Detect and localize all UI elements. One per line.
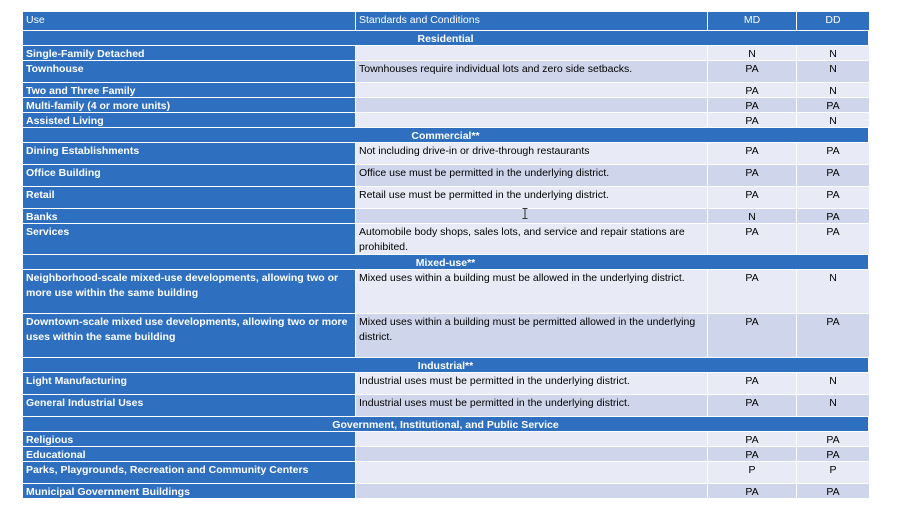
- cell-md[interactable]: N: [708, 209, 797, 223]
- cell-use[interactable]: Multi-family (4 or more units): [23, 98, 356, 112]
- table-row: [23, 270, 869, 314]
- cell-md[interactable]: PA: [708, 187, 797, 208]
- column-header-dd[interactable]: DD: [797, 12, 869, 30]
- text-cursor-icon: [522, 208, 528, 219]
- cell-dd[interactable]: PA: [797, 447, 869, 461]
- cell-md[interactable]: PA: [708, 447, 797, 461]
- cell-dd[interactable]: N: [797, 46, 869, 60]
- table-row: [23, 83, 869, 98]
- cell-use[interactable]: Townhouse: [23, 61, 356, 82]
- cell-use[interactable]: Municipal Government Buildings: [23, 484, 356, 498]
- table-body: [23, 31, 869, 499]
- table-row: [23, 314, 869, 358]
- cell-md[interactable]: PA: [708, 61, 797, 82]
- table-row: [23, 462, 869, 484]
- table-row: [23, 224, 869, 255]
- cell-dd[interactable]: PA: [797, 165, 869, 186]
- table-header-row: [23, 12, 869, 31]
- cell-standards[interactable]: [356, 83, 708, 97]
- cell-md[interactable]: PA: [708, 314, 797, 357]
- cell-standards[interactable]: Industrial uses must be permitted in the underlying district.: [356, 395, 708, 416]
- cell-use[interactable]: General Industrial Uses: [23, 395, 356, 416]
- cell-md[interactable]: PA: [708, 484, 797, 498]
- section-row: [23, 417, 869, 432]
- cell-standards[interactable]: [356, 484, 708, 498]
- table-row: [23, 209, 869, 224]
- section-title: Commercial**: [23, 128, 869, 142]
- cell-md[interactable]: N: [708, 46, 797, 60]
- cell-use[interactable]: Single-Family Detached: [23, 46, 356, 60]
- section-row: [23, 255, 869, 270]
- section-title: Government, Institutional, and Public Service: [23, 417, 869, 431]
- cell-dd[interactable]: PA: [797, 187, 869, 208]
- table-row: [23, 46, 869, 61]
- table-row: [23, 484, 869, 499]
- cell-md[interactable]: PA: [708, 373, 797, 394]
- cell-dd[interactable]: N: [797, 83, 869, 97]
- cell-standards[interactable]: Not including drive-in or drive-through restaurants: [356, 143, 708, 164]
- table-row: [23, 98, 869, 113]
- cell-standards[interactable]: Retail use must be permitted in the underlying district.: [356, 187, 708, 208]
- section-row: [23, 31, 869, 46]
- cell-dd[interactable]: PA: [797, 432, 869, 446]
- cell-md[interactable]: PA: [708, 270, 797, 313]
- cell-md[interactable]: PA: [708, 165, 797, 186]
- cell-use[interactable]: Downtown-scale mixed use developments, allowing two or more uses within the same building: [23, 314, 356, 357]
- cell-dd[interactable]: N: [797, 270, 869, 313]
- table-row: [23, 395, 869, 417]
- cell-dd[interactable]: PA: [797, 314, 869, 357]
- column-header-use[interactable]: Use: [23, 12, 356, 30]
- cell-standards[interactable]: Office use must be permitted in the underlying district.: [356, 165, 708, 186]
- cell-use[interactable]: Two and Three Family: [23, 83, 356, 97]
- section-title: Mixed-use**: [23, 255, 869, 269]
- cell-md[interactable]: PA: [708, 98, 797, 112]
- cell-dd[interactable]: PA: [797, 484, 869, 498]
- cell-use[interactable]: Parks, Playgrounds, Recreation and Community Centers: [23, 462, 356, 483]
- cell-md[interactable]: PA: [708, 395, 797, 416]
- cell-use[interactable]: Office Building: [23, 165, 356, 186]
- cell-standards[interactable]: Townhouses require individual lots and zero side setbacks.: [356, 61, 708, 82]
- table-row: [23, 165, 869, 187]
- table-row: [23, 113, 869, 128]
- cell-use[interactable]: Light Manufacturing: [23, 373, 356, 394]
- cell-standards[interactable]: Mixed uses within a building must be permitted allowed in the underlying district.: [356, 314, 708, 357]
- cell-standards[interactable]: Industrial uses must be permitted in the underlying district.: [356, 373, 708, 394]
- section-title: Industrial**: [23, 358, 869, 372]
- table-row: [23, 143, 869, 165]
- cell-dd[interactable]: P: [797, 462, 869, 483]
- cell-dd[interactable]: N: [797, 395, 869, 416]
- cell-md[interactable]: PA: [708, 432, 797, 446]
- cell-md[interactable]: PA: [708, 113, 797, 127]
- cell-dd[interactable]: N: [797, 61, 869, 82]
- cell-standards[interactable]: [356, 209, 708, 223]
- table-row: [23, 187, 869, 209]
- table-row: [23, 61, 869, 83]
- cell-md[interactable]: PA: [708, 143, 797, 164]
- cell-dd[interactable]: PA: [797, 98, 869, 112]
- cell-dd[interactable]: PA: [797, 209, 869, 223]
- cell-use[interactable]: Dining Establishments: [23, 143, 356, 164]
- cell-standards[interactable]: [356, 447, 708, 461]
- column-header-md[interactable]: MD: [708, 12, 797, 30]
- cell-use[interactable]: Religious: [23, 432, 356, 446]
- cell-use[interactable]: Banks: [23, 209, 356, 223]
- cell-standards[interactable]: [356, 432, 708, 446]
- cell-dd[interactable]: N: [797, 113, 869, 127]
- cell-md[interactable]: PA: [708, 83, 797, 97]
- cell-use[interactable]: Retail: [23, 187, 356, 208]
- cell-use[interactable]: Educational: [23, 447, 356, 461]
- cell-use[interactable]: Neighborhood-scale mixed-use developments, allowing two or more use within the same building: [23, 270, 356, 313]
- cell-md[interactable]: PA: [708, 224, 797, 254]
- cell-dd[interactable]: PA: [797, 224, 869, 254]
- cell-standards[interactable]: Automobile body shops, sales lots, and service and repair stations are prohibited.: [356, 224, 708, 254]
- table-row: [23, 447, 869, 462]
- cell-standards[interactable]: [356, 462, 708, 483]
- cell-standards[interactable]: [356, 98, 708, 112]
- cell-dd[interactable]: PA: [797, 143, 869, 164]
- cell-use[interactable]: Services: [23, 224, 356, 254]
- cell-standards[interactable]: Mixed uses within a building must be allowed in the underlying district.: [356, 270, 708, 313]
- cell-standards[interactable]: [356, 46, 708, 60]
- section-title: Residential: [23, 31, 869, 45]
- column-header-standards[interactable]: Standards and Conditions: [356, 12, 708, 30]
- zoning-use-table: [23, 12, 869, 499]
- table-row: [23, 373, 869, 395]
- section-row: [23, 128, 869, 143]
- cell-md[interactable]: P: [708, 462, 797, 483]
- cell-use[interactable]: Assisted Living: [23, 113, 356, 127]
- cell-dd[interactable]: N: [797, 373, 869, 394]
- table-row: [23, 432, 869, 447]
- section-row: [23, 358, 869, 373]
- cell-standards[interactable]: [356, 113, 708, 127]
